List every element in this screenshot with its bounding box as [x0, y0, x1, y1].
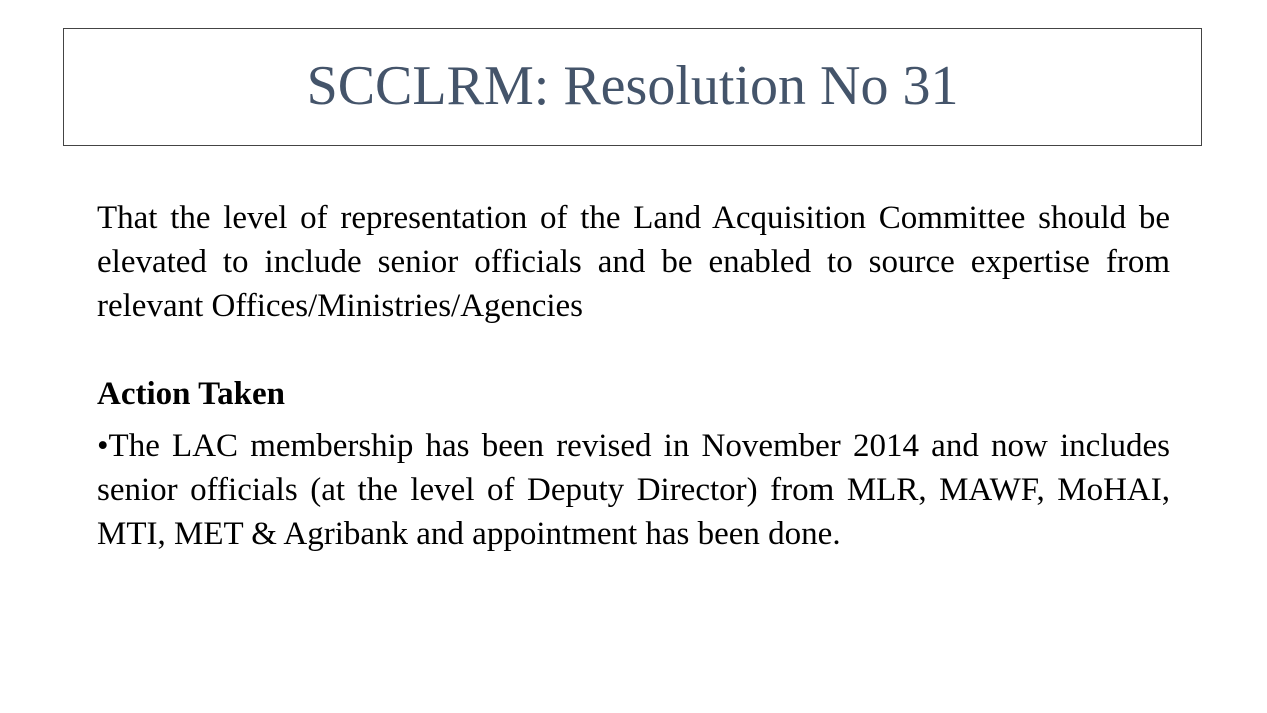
slide-title: SCCLRM: Resolution No 31 — [306, 55, 959, 117]
action-taken-heading: Action Taken — [97, 376, 285, 412]
slide-body — [97, 196, 1170, 556]
resolution-text: That the level of representation of the Land Acquisition Committee should be elevated to include senior officials and be enabled to source expertise from relevant Offices/Ministries/Agencies — [97, 200, 1170, 324]
action-taken-bullet: •The LAC membership has been revised in November 2014 and now includes senior officials (at the level of Deputy Director) from MLR, MAWF, MoHAI, MTI, MET & Agribank and appointment has been done. — [97, 428, 1170, 552]
title-box — [63, 28, 1202, 146]
